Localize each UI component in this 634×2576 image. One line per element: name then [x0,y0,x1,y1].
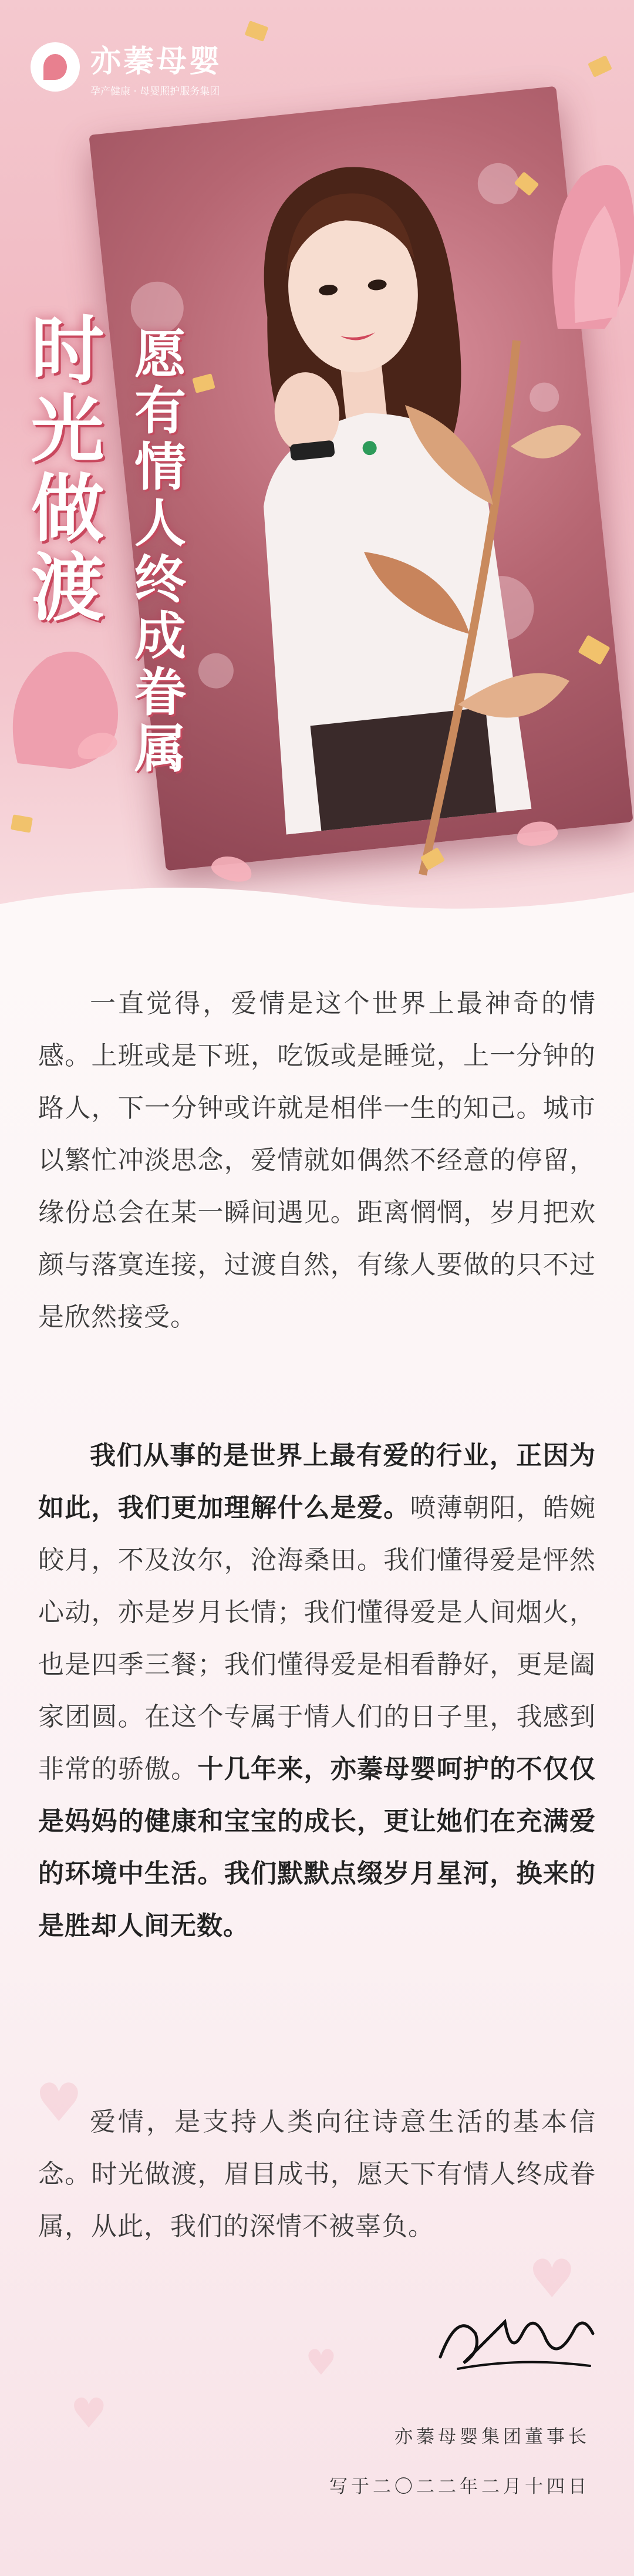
article-paragraph-1 [38,977,596,1343]
hero-banner [0,0,634,922]
brand-logo [31,36,222,97]
wave-divider [0,863,634,922]
handwritten-signature [434,2298,599,2381]
article-paragraph-2 [38,1429,596,1952]
heart-decoration-icon: ♥ [528,2248,576,2310]
confetti-piece [245,21,269,42]
pink-rose-left-icon [0,622,141,775]
heart-decoration-icon: ♥ [70,2389,107,2437]
confetti-piece [11,814,33,833]
hero-title-sub: 愿有情人终成眷属 [134,323,186,779]
brand-logo-icon [31,42,80,92]
emphasis-text: 十几年来，亦蓁母婴呵护的不仅仅是妈妈的健康和宝宝的成长，更让她们在充满爱的环境中生活。我们默默点缀岁月星河，换来的是胜却人间无数。 [38,1754,596,1941]
confetti-piece [588,55,612,77]
emphasis-text: 我们从事的是世界上最有爱的行业，正因为如此，我们更加理解什么是爱。 [38,1441,596,1523]
text-segment: 喷薄朝阳，皓婉皎月，不及汝尔，沧海桑田。我们懂得爱是怦然心动，亦是岁月长情；我们懂得爱是人间烟火，也是四季三餐；我们懂得爱是相看静好，更是阖家团圆。在这个专属于情人们的日子里，我感到非常的骄傲。 [38,1493,596,1784]
signer-title: 亦蓁母婴集团董事长 [394,2426,590,2447]
text-segment: 爱情，是支持人类向往诗意生活的基本信念。时光做渡，眉目成书，愿天下有情人终成眷属，从此，我们的深情不被辜负。 [38,2107,596,2241]
hero-title-main: 时光做渡 [31,308,104,631]
brand-tagline: 孕产健康 · 母婴照护服务集团 [90,86,220,97]
article-paragraph-3 [38,2096,596,2253]
brand-name: 亦蓁母婴 [90,44,222,79]
heart-decoration-icon: ♥ [35,2072,83,2134]
text-segment: 一直觉得，爱情是这个世界上最神奇的情感。上班或是下班，吃饭或是睡觉，上一分钟的路人，下一分钟或许就是相伴一生的知己。城市以繁忙冲淡思念，爱情就如偶然不经意的停留，缘份总会在某一瞬间遇见。距离惘惘，岁月把欢颜与落寞连接，过渡自然，有缘人要做的只不过是欣然接受。 [38,989,596,1332]
golden-rose-stem-icon [317,329,587,886]
letter-date: 写于二〇二二年二月十四日 [329,2476,590,2497]
article-body [0,922,634,2576]
heart-decoration-icon: ♥ [305,2342,337,2383]
